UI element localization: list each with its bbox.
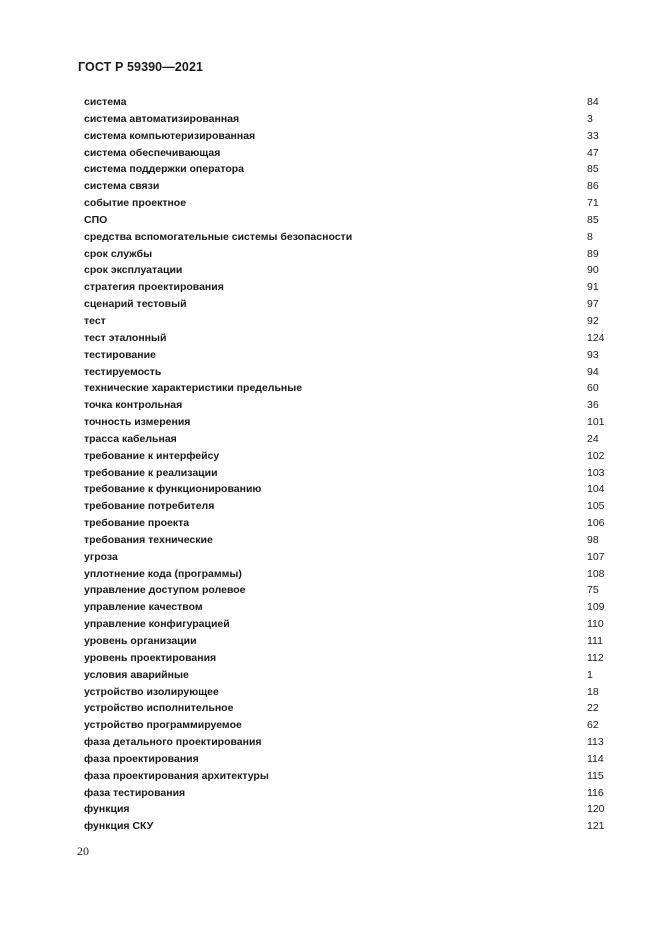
index-term-number: 111 [587,635,603,647]
index-term-number: 101 [587,416,605,429]
index-term: система обеспечивающая [84,146,221,159]
index-entry [0,280,661,297]
index-term: функция СКУ [84,820,154,833]
index-entry [0,179,661,196]
index-term-number: 22 [587,702,599,715]
index-entry [0,381,661,398]
index-entry [0,263,661,280]
index-term: управление качеством [84,601,203,614]
index-entry [0,533,661,550]
index-entry [0,617,661,634]
index-term: требование проекта [84,517,190,530]
index-term-number: 36 [587,399,599,412]
index-term-number: 120 [587,803,605,816]
index-term-number: 109 [587,601,605,614]
index-entry [0,247,661,264]
index-entry [0,398,661,415]
index-term-number: 115 [587,769,604,782]
index-term: система [84,96,127,108]
index-term: технические характеристики предельные [84,382,303,395]
index-term-number: 62 [587,719,599,732]
index-term-number: 124 [587,331,605,344]
index-term: тестируемость [84,365,162,378]
index-term-number: 105 [587,500,605,513]
index-entry [0,129,661,146]
index-entry [0,213,661,230]
index-entry [0,95,661,112]
index-term: требования технические [84,533,213,546]
index-term: уровень организации [84,635,197,647]
index-term: уплотнение кода (программы) [84,567,242,580]
index-entry [0,297,661,314]
index-term: система связи [84,180,160,193]
index-entry [0,685,661,702]
index-term-number: 112 [587,651,604,664]
index-term: сценарий тестовый [84,298,187,311]
index-entry [0,196,661,213]
index-term: управление конфигурацией [84,618,230,631]
index-term: фаза проектирования [84,752,199,765]
index-entry [0,600,661,617]
index-term-number: 98 [587,533,599,546]
index-term: точность измерения [84,416,191,429]
index-entry [0,735,661,752]
index-term: угроза [84,550,118,563]
index-entry [0,550,661,567]
index-term-number: 47 [587,146,599,159]
index-entry [0,482,661,499]
index-term: тестирование [84,348,156,361]
index-term-number: 110 [587,618,604,631]
index-term: фаза проектирования архитектуры [84,769,269,782]
index-term: устройство изолирующее [84,685,219,698]
index-term: точка контрольная [84,399,183,412]
index-term-number: 86 [587,180,599,193]
index-entry [0,449,661,466]
index-entry [0,769,661,786]
index-entry [0,752,661,769]
index-entry [0,146,661,163]
index-entry [0,499,661,516]
index-term: трасса кабельная [84,432,177,445]
page-number: 20 [77,844,89,858]
index-term: система компьютеризированная [84,129,256,142]
index-entry [0,786,661,803]
index-term: средства вспомогательные системы безопасности [84,230,353,243]
index-term: фаза детального проектирования [84,736,262,749]
index-term-number: 113 [587,736,604,749]
index-term-number: 85 [587,163,599,176]
index-term-number: 8 [587,230,593,243]
index-term: требование к функционированию [84,483,262,496]
index-term-number: 3 [587,112,593,125]
index-entry [0,516,661,533]
index-term-number: 104 [587,483,605,496]
index-term: СПО [84,213,108,226]
index-term-number: 93 [587,348,599,361]
index-term: система поддержки оператора [84,163,245,176]
index-term-number: 24 [587,432,599,445]
index-term: уровень проектирования [84,651,217,664]
index-entry [0,583,661,600]
index-term: условия аварийные [84,668,189,681]
index-term: срок службы [84,247,153,260]
index-term: событие проектное [84,197,187,210]
index-term-number: 106 [587,517,605,530]
index-entry [0,466,661,483]
index-entry [0,314,661,331]
index-entry [0,819,661,836]
index-entry [0,331,661,348]
index-entry [0,701,661,718]
index-term-number: 60 [587,382,599,395]
index-term-number: 108 [587,567,605,580]
index-term-number: 91 [587,281,599,294]
index-term-number: 116 [587,786,604,799]
index-entry [0,348,661,365]
index-term: требование к интерфейсу [84,449,220,462]
index-entry [0,162,661,179]
index-entry [0,415,661,432]
index-term-number: 33 [587,129,599,142]
index-entry [0,112,661,129]
index-term-number: 71 [587,197,599,210]
index-term: устройство исполнительное [84,702,234,715]
index-term-number: 114 [587,752,604,765]
index-term: система автоматизированная [84,112,240,125]
index-term: устройство программируемое [84,719,242,732]
index-term: требование к реализации [84,466,218,479]
index-term-number: 107 [587,550,605,563]
index-term-number: 103 [587,466,605,479]
index-entry [0,718,661,735]
document-header: ГОСТ Р 59390—2021 [78,60,204,74]
index-term: фаза тестирования [84,786,186,799]
index-term-number: 85 [587,213,599,226]
index-term-number: 84 [587,96,599,108]
index-entry [0,634,661,651]
index-term: срок эксплуатации [84,264,183,277]
index-term: управление доступом ролевое [84,584,246,597]
index-entry [0,432,661,449]
index-term-number: 75 [587,584,599,597]
index-entry [0,365,661,382]
index-term-number: 121 [587,820,605,833]
term-index-list [0,95,661,836]
index-term-number: 89 [587,247,599,260]
index-term-number: 92 [587,314,599,327]
index-entry [0,651,661,668]
index-entry [0,230,661,247]
index-term: стратегия проектирования [84,281,224,294]
index-entry [0,802,661,819]
index-term-number: 102 [587,449,605,462]
index-term: требование потребителя [84,500,215,513]
index-term-number: 1 [587,668,593,681]
index-entry [0,567,661,584]
index-term-number: 94 [587,365,599,378]
index-term-number: 90 [587,264,599,277]
index-term: функция [84,803,130,816]
index-term-number: 97 [587,298,599,311]
index-term: тест эталонный [84,331,167,344]
index-term-number: 18 [587,685,599,698]
index-term: тест [84,314,106,327]
index-entry [0,668,661,685]
